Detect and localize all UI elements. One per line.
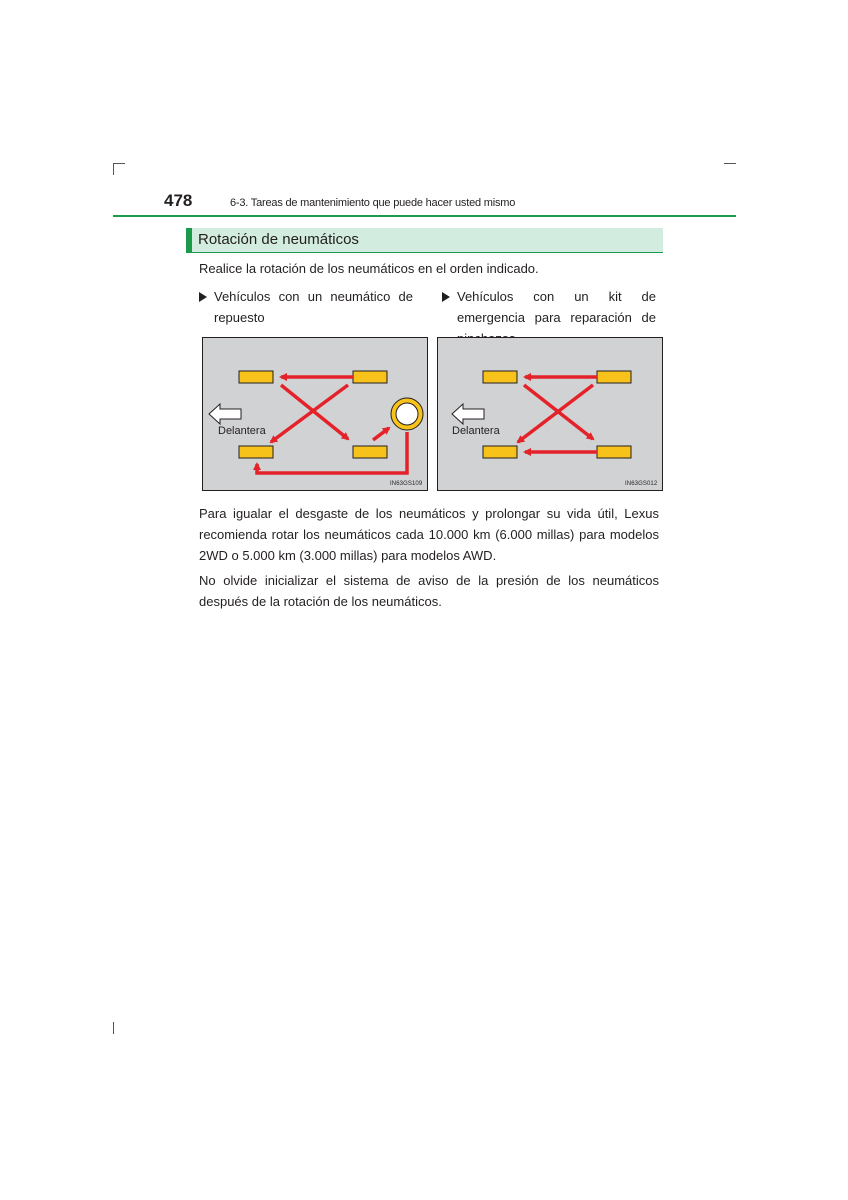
section-title: Rotación de neumáticos: [198, 231, 359, 248]
rotation-arrow-icon: [373, 428, 389, 440]
tire-icon: [239, 371, 273, 383]
front-direction-arrow-icon: [452, 404, 484, 424]
tire-icon: [597, 446, 631, 458]
crop-mark-top-left-v: [113, 163, 114, 175]
tire-icon: [597, 371, 631, 383]
figure-id: IN63GS012: [625, 481, 658, 487]
tire-rotation-diagram-repair-kit: [437, 337, 663, 491]
section-heading-rule: [186, 252, 663, 253]
tire-rotation-diagram-spare: [202, 337, 428, 491]
rotation-diagram-graphic: [203, 338, 429, 492]
body-paragraph: Para igualar el desgaste de los neumáticos y prolongar su vida útil, Lexus recomienda rotar los neumáticos cada 10.000 km (6.000 millas) para modelos 2WD o 5.000 km (3.000 millas) para modelos AWD.: [199, 506, 659, 563]
crop-mark-top-right-h: [724, 163, 736, 164]
front-label: Delantera: [218, 425, 266, 437]
front-direction-arrow-icon: [209, 404, 241, 424]
section-heading: [186, 228, 663, 252]
tire-icon: [483, 446, 517, 458]
rotation-arrow-icon: [271, 385, 348, 442]
bullet-triangle-icon: [199, 292, 207, 302]
figure-id: IN63GS109: [390, 481, 423, 487]
bullet-triangle-icon: [442, 292, 450, 302]
bullet-item-label: Vehículos con un neumático de repuesto: [214, 289, 413, 325]
tire-icon: [353, 371, 387, 383]
tire-icon: [483, 371, 517, 383]
rotation-diagram-graphic: [438, 338, 664, 492]
rotation-arrow-icon: [518, 385, 593, 442]
crop-mark-bottom-left-v: [113, 1022, 114, 1034]
tire-icon: [239, 446, 273, 458]
page-number: 478: [164, 191, 193, 210]
tire-icon: [353, 446, 387, 458]
crop-mark-top-left-h: [113, 163, 125, 164]
front-label: Delantera: [452, 425, 500, 437]
running-header: 6-3. Tareas de mantenimiento que puede hacer usted mismo: [230, 197, 516, 209]
bullet-item-spare-tire: [199, 286, 413, 328]
intro-text: Realice la rotación de los neumáticos en el orden indicado.: [199, 261, 539, 276]
header-rule: [113, 215, 736, 217]
body-paragraph: No olvide inicializar el sistema de aviso de la presión de los neumáticos después de la rotación de los neumáticos.: [199, 573, 659, 609]
bullet-item-label: Vehículos con un kit de emergencia para reparación de: [457, 289, 656, 325]
